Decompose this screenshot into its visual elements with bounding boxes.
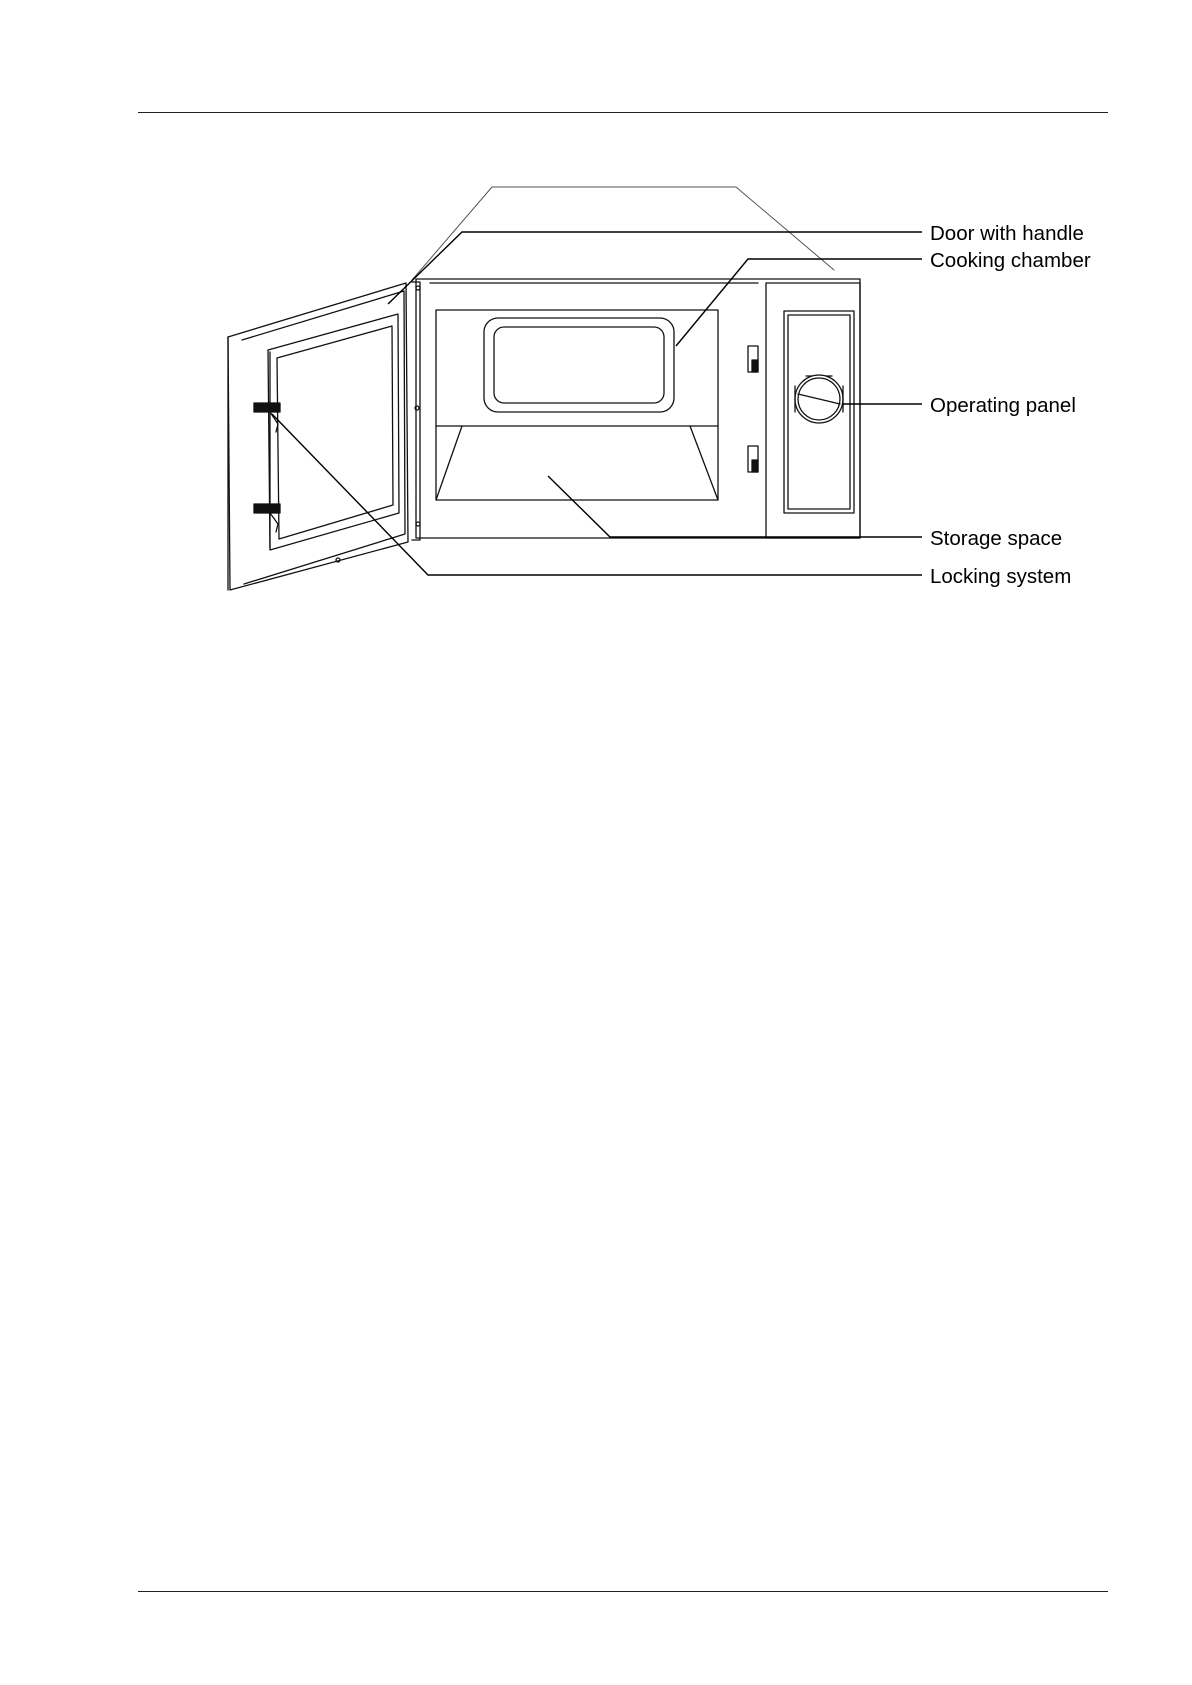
cavity [436,310,718,500]
leader-storage-space [548,476,922,537]
leader-cooking-chamber [676,259,922,346]
label-locking-system: Locking system [930,565,1072,588]
footer-rule [138,1591,1108,1592]
leader-door-with-handle [388,232,922,304]
callout-labels [930,222,1091,588]
latch-slots [748,346,758,472]
operating-panel-housing [766,283,860,538]
label-operating-panel: Operating panel [930,394,1076,417]
label-door-with-handle: Door with handle [930,222,1084,245]
top-outline [412,187,834,280]
microwave-diagram [0,0,1192,640]
leader-locking-system [272,414,922,575]
label-storage-space: Storage space [930,527,1063,550]
label-cooking-chamber: Cooking chamber [930,249,1091,272]
open-door [228,283,408,590]
microwave-drawing [228,187,860,590]
